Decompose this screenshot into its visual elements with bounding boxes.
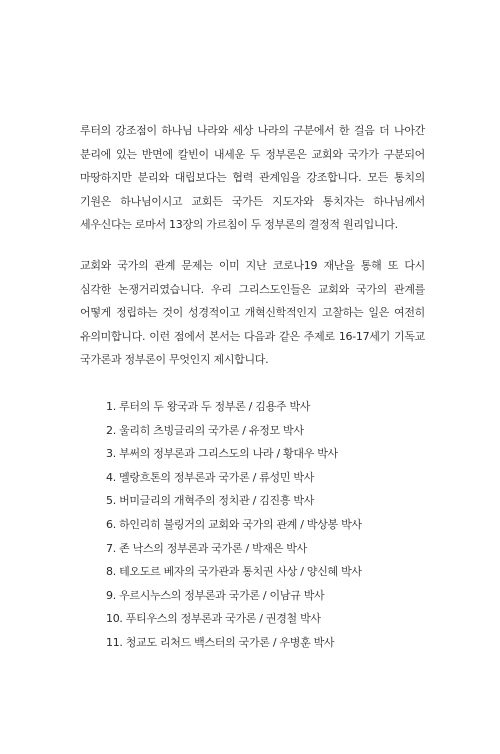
chapter-list — [106, 395, 362, 655]
chapter-title: 울리히 츠빙글리의 국가론 / 유정모 박사 — [119, 423, 304, 437]
chapter-number: 10. — [106, 612, 123, 626]
chapter-item — [106, 466, 362, 490]
chapter-item — [106, 419, 362, 443]
chapter-item — [106, 513, 362, 537]
chapter-title: 루터의 두 왕국과 두 정부론 / 김용주 박사 — [119, 400, 311, 413]
chapter-item — [106, 560, 362, 584]
chapter-number: 2. — [106, 423, 116, 437]
chapter-item — [106, 489, 362, 513]
chapter-item — [106, 607, 362, 631]
chapter-title: 버미글리의 개혁주의 정치관 / 김진흥 박사 — [119, 494, 315, 508]
chapter-title: 부써의 정부론과 그리스도의 나라 / 황대우 박사 — [119, 447, 338, 461]
chapter-number: 1. — [106, 400, 116, 413]
chapter-title: 청교도 리처드 백스터의 국가론 / 우병훈 박사 — [125, 635, 335, 649]
chapter-item — [106, 442, 362, 466]
chapter-number: 6. — [106, 517, 116, 531]
chapter-title: 우르시누스의 정부론과 국가론 / 이남규 박사 — [119, 588, 325, 602]
chapter-number: 4. — [106, 470, 116, 484]
chapter-item — [106, 537, 362, 561]
chapter-item — [106, 631, 362, 655]
chapter-number: 7. — [106, 541, 116, 555]
chapter-item — [106, 584, 362, 608]
chapter-title: 멜랑흐톤의 정부론과 국가론 / 류성민 박사 — [119, 470, 315, 484]
chapter-title: 존 낙스의 정부론과 국가론 / 박재은 박사 — [119, 541, 307, 555]
chapter-title: 푸티우스의 정부론과 국가론 / 권경철 박사 — [125, 612, 321, 626]
body-paragraph-1: 루터의 강조점이 하나님 나라와 세상 나라의 구분에서 한 걸음 더 나아간 분리에 있는 반면에 칼빈이 내세운 두 정부론은 교회와 국가가 구분되어 마땅하지만 분리와 대립보다는 협력 관계임을 강조합니다. 모든 통치의 기원은 하나님이시고 교회든 국가든 지도자와 통치자는 하나님께서 세우신다는 로마서 13장의 가르침이 두 정부론의 결정적 원리입니다. — [80, 124, 425, 231]
chapter-number: 11. — [106, 635, 123, 649]
chapter-title: 하인리히 불링거의 교회와 국가의 관계 / 박상봉 박사 — [119, 517, 362, 531]
chapter-number: 9. — [106, 588, 116, 602]
chapter-number: 8. — [106, 565, 116, 579]
chapter-item — [106, 395, 362, 419]
chapter-number: 3. — [106, 447, 116, 461]
chapter-number: 5. — [106, 494, 116, 508]
body-paragraph-2: 교회와 국가의 관계 문제는 이미 지난 코로나19 재난을 통해 또 다시 심각한 논쟁거리였습니다. 우리 그리스도인들은 교회와 국가의 관계를 어떻게 정립하는 것이 성경적이고 개혁신학적인지 고찰하는 일은 여전히 유의미합니다. 이런 점에서 본서는 다음과 같은 주제로 16-17세기 기독교 국가론과 정부론이 무엇인지 제시합니다. — [80, 259, 425, 366]
chapter-title: 테오도르 베자의 국가관과 통치권 사상 / 양신혜 박사 — [119, 565, 362, 579]
